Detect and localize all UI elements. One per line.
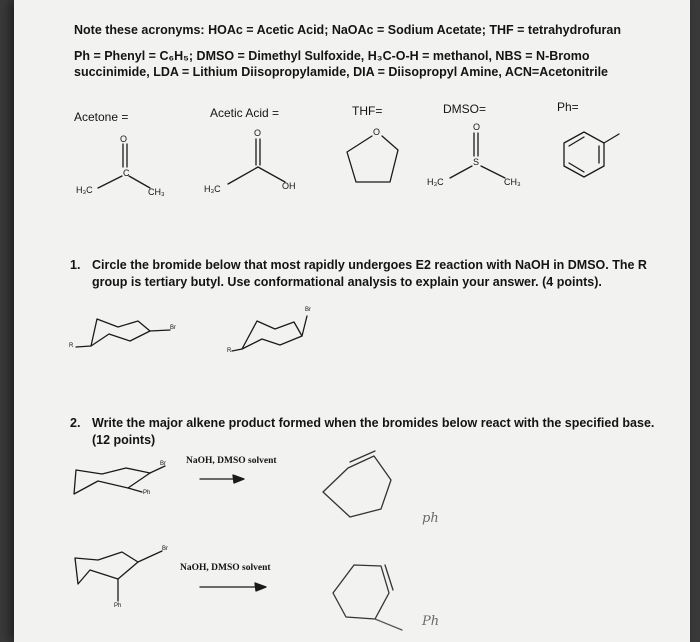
q2-handwritten-product-2-label: Ph [422,614,440,629]
q2-handwritten-product-1-label: ph [422,511,439,526]
acetic-bond-right [258,167,285,182]
q1-chair-1 [91,319,150,346]
q2-product-1-ring [323,456,391,517]
q1-chair-1-r: R [69,343,74,349]
q1-chair-2-br: Br [305,307,311,313]
q2-reactant-1-chair [74,468,150,494]
q1-chair-1-br: Br [170,325,176,331]
question-1-number: 1. [70,258,81,272]
thf-oxygen: O [373,127,381,137]
q2-reactant-1-ph-bond [128,488,142,492]
q1-chair-2 [242,321,302,349]
ph-label: Ph= [557,100,579,114]
acetic-acid-oxygen: O [254,128,262,138]
acronyms-line-3: succinimide, LDA = Lithium Diisopropylamide, DIA = Diisopropyl Amine, ACN=Acetonitrile [74,65,608,79]
thf-label: THF= [352,104,383,118]
q2-product-2-double-bond [385,565,393,590]
dmso-ch3: CH₃ [504,177,521,187]
dmso-h3c: H₃C [427,177,444,187]
dmso-oxygen: O [473,122,481,132]
q1-chair-1-r-bond [76,346,91,347]
q1-chair-2-br-bond [302,316,307,336]
acetone-bond-left [98,176,122,188]
acetone-ch3: CH₃ [148,187,165,197]
phenyl-ring [564,132,604,177]
acetone-label: Acetone = [74,110,129,124]
q2-reactant-2-chair [75,552,138,584]
q1-chair-2-r: R [227,348,232,354]
acetone-h3c: H₃C [76,185,93,195]
q2-arrow-2-head [255,583,266,591]
q2-product-2-substituent [375,619,402,630]
q2-product-2-ring [333,565,389,619]
acetone-carbon: C [123,168,130,178]
q2-reactant-2-br: Br [162,546,168,552]
acetone-bond-right [129,176,150,188]
acetone-oxygen: O [120,134,128,144]
dmso-bond-left [450,166,472,178]
q1-chair-1-br-bond [150,330,170,331]
acetic-acid-h3c: H₃C [204,184,221,194]
q2-reactant-2-br-bond [138,551,162,562]
dmso-label: DMSO= [443,102,487,116]
acetic-bond-left [228,167,258,184]
q2-reactant-1-br: Br [160,461,166,467]
q2-product-1-double-bond [350,451,375,462]
q2-condition-1: NaOH, DMSO solvent [186,456,277,466]
phenyl-substituent [604,134,619,143]
dmso-bond-right [481,166,505,178]
question-2-number: 2. [70,416,81,430]
question-2-text: Write the major alkene product formed when the bromides below react with the specified base. (12 points) [92,416,655,447]
q2-reactant-2-ph: Ph [114,603,122,609]
acronyms-line-1: Note these acronyms: HOAc = Acetic Acid; NaOAc = Sodium Acetate; THF = tetrahydrofuran [74,23,622,37]
question-1-text: Circle the bromide below that most rapidly undergoes E2 reaction with NaOH in DMSO. The R group is tertiary butyl. Use conformational analysis to explain your answer. (4 points). [92,258,647,289]
acetic-acid-oh: OH [282,181,296,191]
thf-ring [347,136,398,182]
acetic-acid-label: Acetic Acid = [210,106,280,120]
q2-reactant-1-ph: Ph [143,490,151,496]
q1-chair-2-r-bond [232,349,242,351]
q2-reactant-1-br-bond [150,466,165,473]
dmso-sulfur: S [473,157,480,167]
acronyms-line-2: Ph = Phenyl = C₆H₅; DMSO = Dimethyl Sulfoxide, H₃C-O-H = methanol, NBS = N-Bromo [74,49,590,63]
q2-condition-2: NaOH, DMSO solvent [180,563,271,573]
q2-arrow-1-head [233,475,244,483]
